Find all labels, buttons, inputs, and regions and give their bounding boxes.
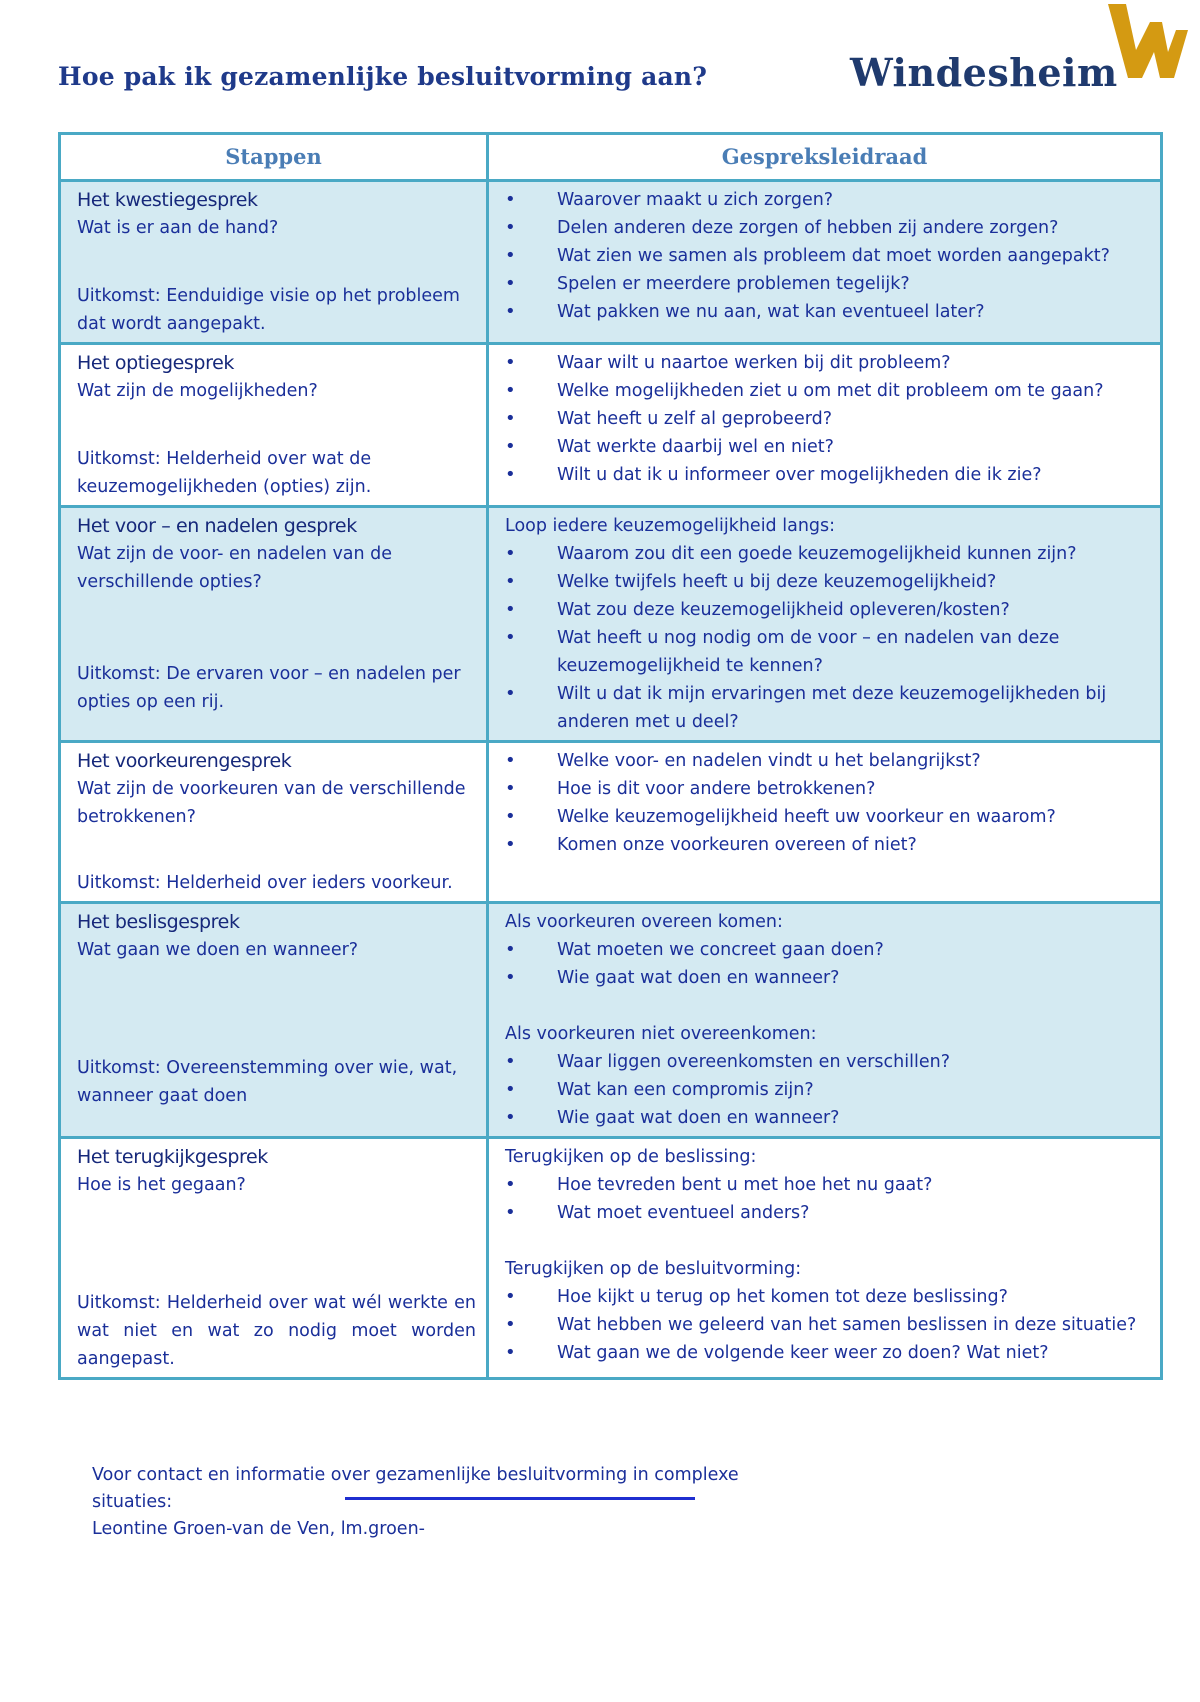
step-outcome: Uitkomst: De ervaren voor – en nadelen per opties op een rij.: [77, 664, 461, 712]
table-row: [60, 903, 1162, 1138]
step-outcome: Uitkomst: Overeenstemming over wie, wat, wanneer gaat doen: [77, 1058, 458, 1106]
guide-bullet-list: [505, 1283, 1150, 1367]
step-outcome: Uitkomst: Eenduidige visie op het probleem dat wordt aangepakt.: [77, 286, 460, 334]
logo-text: Windesheim: [850, 50, 1118, 95]
contact-link-underline: [345, 1497, 695, 1500]
guide-bullet-item: • Waarom zou dit een goede keuzemogelijkheid kunnen zijn?: [505, 540, 1150, 568]
guide-bullet-list: [505, 747, 1150, 859]
guide-bullet-list: [505, 349, 1150, 489]
step-cell: [60, 507, 488, 742]
table-row: [60, 181, 1162, 344]
guide-cell: [488, 507, 1162, 742]
guide-intro: Terugkijken op de besluitvorming:: [505, 1259, 802, 1279]
guide-cell: [488, 903, 1162, 1138]
page-title: Hoe pak ik gezamenlijke besluitvorming aan?: [58, 62, 708, 91]
step-cell: [60, 903, 488, 1138]
contact-name: Leontine Groen-van de Ven, lm.groen-: [92, 1519, 425, 1539]
guide-intro: Als voorkeuren niet overeenkomen:: [505, 1024, 817, 1044]
guide-bullet-item: • Wat kan een compromis zijn?: [505, 1076, 1150, 1104]
contact-text: Voor contact en informatie over gezamenlijke besluitvorming in complexe situaties:: [92, 1465, 739, 1512]
step-title: Het optiegesprek: [77, 352, 234, 374]
guide-bullet-list: [505, 540, 1150, 736]
guide-bullet-list: [505, 1171, 1150, 1227]
guide-bullet-item: • Wat moet eventueel anders?: [505, 1199, 1150, 1227]
guide-bullet-item: • Wie gaat wat doen en wanneer?: [505, 1104, 1150, 1132]
guide-bullet-item: • Welke twijfels heeft u bij deze keuzemogelijkheid?: [505, 568, 1150, 596]
guide-bullet-item: • Welke mogelijkheden ziet u om met dit probleem om te gaan?: [505, 377, 1150, 405]
header-steps: Stappen: [60, 134, 488, 181]
guide-bullet-item: • Waar liggen overeenkomsten en verschillen?: [505, 1048, 1150, 1076]
guide-bullet-item: • Wat zien we samen als probleem dat moet worden aangepakt?: [505, 242, 1150, 270]
step-question: Wat zijn de mogelijkheden?: [77, 381, 318, 401]
step-question: Wat zijn de voor- en nadelen van de verschillende opties?: [77, 544, 393, 592]
step-outcome: Uitkomst: Helderheid over ieders voorkeur.: [77, 873, 453, 893]
windesheim-logo: [850, 0, 1190, 100]
guide-cell: [488, 181, 1162, 344]
guide-bullet-item: • Hoe kijkt u terug op het komen tot deze beslissing?: [505, 1283, 1150, 1311]
guide-cell: [488, 742, 1162, 903]
logo-w-mark-icon: [1090, 0, 1190, 90]
guide-bullet-list: [505, 1048, 1150, 1132]
guide-bullet-item: • Wat pakken we nu aan, wat kan eventueel later?: [505, 298, 1150, 326]
guide-intro: Loop iedere keuzemogelijkheid langs:: [505, 516, 836, 536]
guide-intro: Als voorkeuren overeen komen:: [505, 912, 783, 932]
guide-bullet-item: • Wat zou deze keuzemogelijkheid opleveren/kosten?: [505, 596, 1150, 624]
step-title: Het beslisgesprek: [77, 911, 240, 933]
step-outcome: Uitkomst: Helderheid over wat de keuzemogelijkheden (opties) zijn.: [77, 449, 372, 497]
step-title: Het voor – en nadelen gesprek: [77, 515, 357, 537]
guide-bullet-list: [505, 936, 1150, 992]
decision-table: [58, 132, 1163, 1380]
guide-bullet-item: • Wat hebben we geleerd van het samen beslissen in deze situatie?: [505, 1311, 1150, 1339]
step-question: Hoe is het gegaan?: [77, 1175, 246, 1195]
step-cell: [60, 742, 488, 903]
guide-bullet-item: • Delen anderen deze zorgen of hebben zij andere zorgen?: [505, 214, 1150, 242]
step-cell: [60, 1138, 488, 1379]
guide-bullet-item: • Welke voor- en nadelen vindt u het belangrijkst?: [505, 747, 1150, 775]
guide-bullet-item: • Wat moeten we concreet gaan doen?: [505, 936, 1150, 964]
guide-intro: Terugkijken op de beslissing:: [505, 1147, 757, 1167]
guide-bullet-item: • Waar wilt u naartoe werken bij dit probleem?: [505, 349, 1150, 377]
step-question: Wat gaan we doen en wanneer?: [77, 940, 359, 960]
guide-cell: [488, 344, 1162, 507]
guide-bullet-item: • Wat heeft u nog nodig om de voor – en nadelen van deze keuzemogelijkheid te kennen?: [505, 624, 1150, 680]
guide-bullet-item: • Hoe tevreden bent u met hoe het nu gaat?: [505, 1171, 1150, 1199]
guide-bullet-item: • Hoe is dit voor andere betrokkenen?: [505, 775, 1150, 803]
step-question: Wat zijn de voorkeuren van de verschillende betrokkenen?: [77, 779, 466, 827]
step-question: Wat is er aan de hand?: [77, 218, 279, 238]
guide-bullet-item: • Wilt u dat ik mijn ervaringen met deze keuzemogelijkheden bij anderen met u deel?: [505, 680, 1150, 736]
guide-bullet-item: • Wat gaan we de volgende keer weer zo doen? Wat niet?: [505, 1339, 1150, 1367]
header-guide: Gespreksleidraad: [488, 134, 1162, 181]
table-row: [60, 1138, 1162, 1379]
guide-bullet-item: • Wilt u dat ik u informeer over mogelijkheden die ik zie?: [505, 461, 1150, 489]
guide-bullet-item: • Welke keuzemogelijkheid heeft uw voorkeur en waarom?: [505, 803, 1150, 831]
step-outcome: Uitkomst: Helderheid over wat wél werkte en wat niet en wat zo nodig moet worden aangepast.: [77, 1293, 476, 1369]
guide-bullet-item: • Waarover maakt u zich zorgen?: [505, 186, 1150, 214]
step-cell: [60, 344, 488, 507]
guide-bullet-item: • Wat werkte daarbij wel en niet?: [505, 433, 1150, 461]
table-row: [60, 507, 1162, 742]
contact-footer: [92, 1462, 812, 1543]
table-row: [60, 344, 1162, 507]
step-cell: [60, 181, 488, 344]
guide-bullet-item: • Wie gaat wat doen en wanneer?: [505, 964, 1150, 992]
guide-bullet-list: [505, 186, 1150, 326]
guide-bullet-item: • Komen onze voorkeuren overeen of niet?: [505, 831, 1150, 859]
table-row: [60, 742, 1162, 903]
step-title: Het terugkijkgesprek: [77, 1146, 268, 1168]
guide-cell: [488, 1138, 1162, 1379]
guide-bullet-item: • Spelen er meerdere problemen tegelijk?: [505, 270, 1150, 298]
guide-bullet-item: • Wat heeft u zelf al geprobeerd?: [505, 405, 1150, 433]
step-title: Het kwestiegesprek: [77, 189, 258, 211]
step-title: Het voorkeurengesprek: [77, 750, 292, 772]
